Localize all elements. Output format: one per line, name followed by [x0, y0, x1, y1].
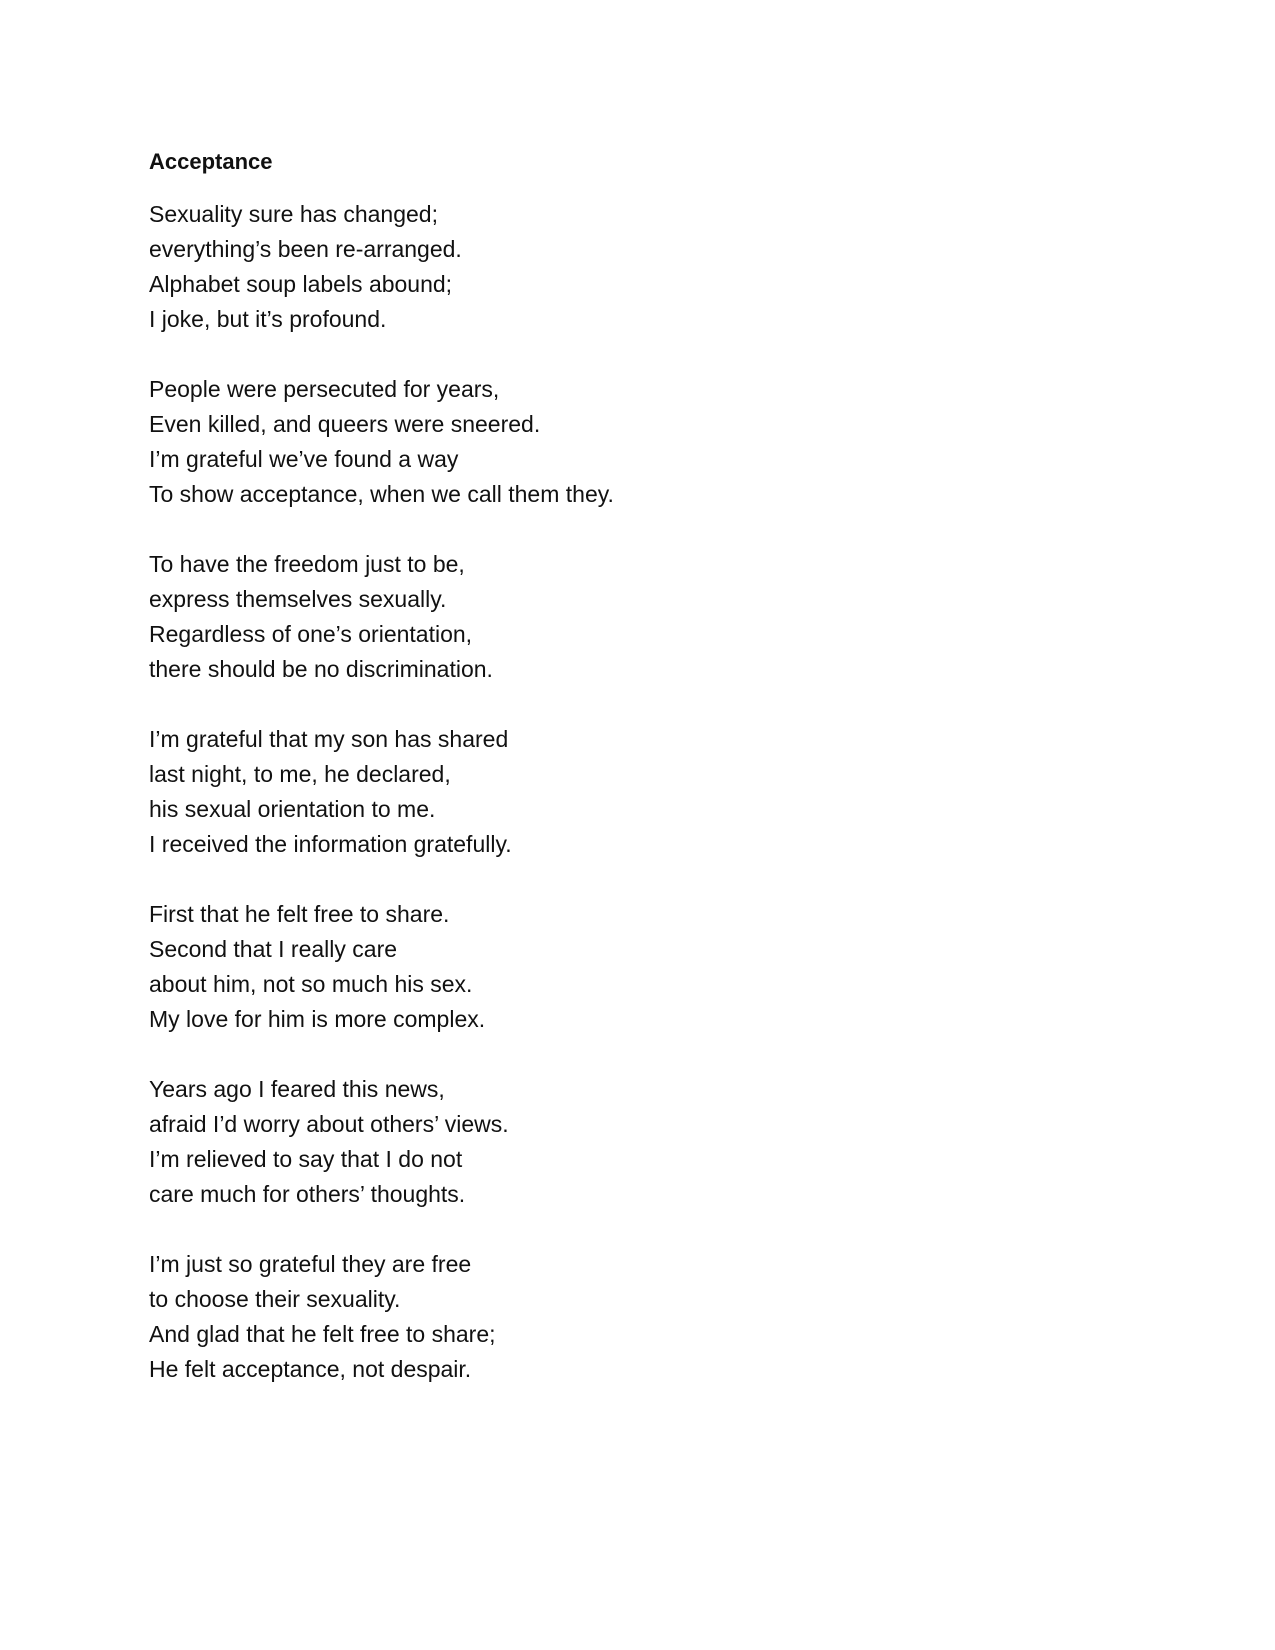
poem-body — [149, 197, 1049, 1387]
poem-line: My love for him is more complex. — [149, 1006, 486, 1032]
stanza — [149, 372, 1049, 512]
poem-line: I’m just so grateful they are free — [149, 1251, 472, 1277]
poem-line: to choose their sexuality. — [149, 1286, 401, 1312]
poem-line: To show acceptance, when we call them they. — [149, 481, 614, 507]
poem-line: I’m grateful that my son has shared — [149, 726, 509, 752]
poem-line: He felt acceptance, not despair. — [149, 1356, 472, 1382]
poem-line: afraid I’d worry about others’ views. — [149, 1111, 509, 1137]
poem-line: everything’s been re-arranged. — [149, 236, 462, 262]
poem-title: Acceptance — [149, 149, 273, 174]
stanza — [149, 722, 1049, 862]
poem-line: there should be no discrimination. — [149, 656, 493, 682]
stanza — [149, 547, 1049, 687]
poem-line: about him, not so much his sex. — [149, 971, 473, 997]
poem-line: Sexuality sure has changed; — [149, 201, 438, 227]
stanza — [149, 197, 1049, 337]
poem-line: And glad that he felt free to share; — [149, 1321, 496, 1347]
poem-line: Second that I really care — [149, 936, 398, 962]
poem-line: To have the freedom just to be, — [149, 551, 465, 577]
poem-line: I received the information gratefully. — [149, 831, 512, 857]
poem-line: last night, to me, he declared, — [149, 761, 451, 787]
poem-line: People were persecuted for years, — [149, 376, 500, 402]
poem-line: Alphabet soup labels abound; — [149, 271, 453, 297]
poem-line: I’m grateful we’ve found a way — [149, 446, 459, 472]
poem-line: his sexual orientation to me. — [149, 796, 436, 822]
stanza — [149, 1072, 1049, 1212]
stanza — [149, 897, 1049, 1037]
poem-line: I joke, but it’s profound. — [149, 306, 387, 332]
stanza — [149, 1247, 1049, 1387]
poem-line: Years ago I feared this news, — [149, 1076, 445, 1102]
poem-line: I’m relieved to say that I do not — [149, 1146, 463, 1172]
poem-line: Even killed, and queers were sneered. — [149, 411, 541, 437]
poem-line: care much for others’ thoughts. — [149, 1181, 466, 1207]
poem-line: First that he felt free to share. — [149, 901, 450, 927]
poem-line: Regardless of one’s orientation, — [149, 621, 473, 647]
poem-line: express themselves sexually. — [149, 586, 447, 612]
poem — [149, 148, 1049, 1422]
